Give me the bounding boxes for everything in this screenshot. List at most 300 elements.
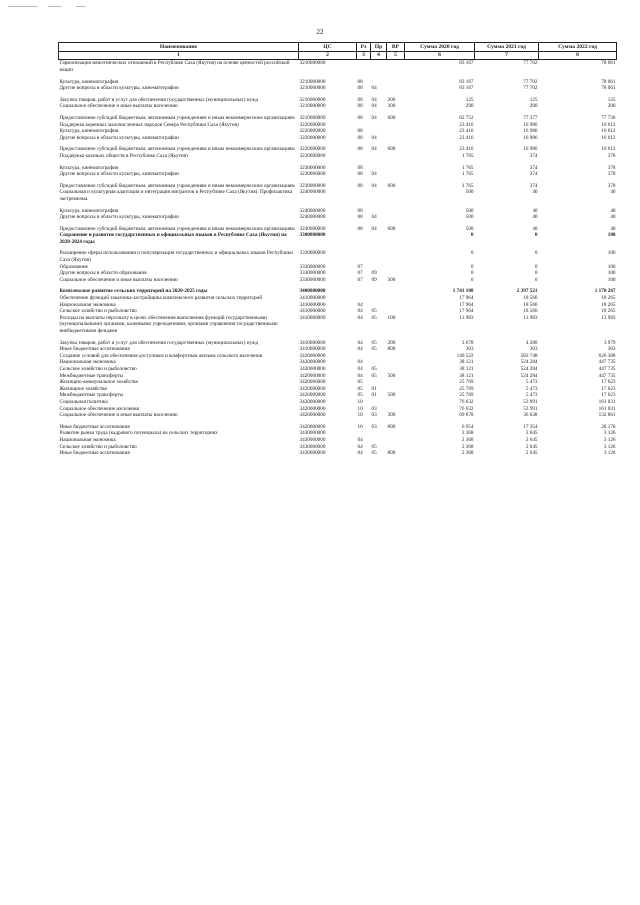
table-row [59,450,617,457]
row-sum-2022: 200 [607,103,616,110]
row-rz: 05 [357,379,363,386]
table-row [59,270,617,277]
row-cs: 3230000000 [299,152,326,159]
row-sum-2022: 447 735 [598,365,616,372]
row-sum-2021: 200 [529,103,538,110]
row-sum-2021: 0 [534,276,538,283]
row-pr [371,264,387,271]
row-rz: 08 [357,128,363,135]
row-name: Социальное обеспечение населения [59,405,139,412]
row-vr [387,122,405,129]
row-pr [371,302,387,309]
row-cs: 3430000000 [299,430,326,437]
row-vr [387,85,405,92]
row-name: Обеспечение функций заказчика-застройщика комплексного развития сельских территорий [59,295,263,302]
row-sum-2020: 76 632 [459,405,474,412]
row-cs: 3240000000 [299,214,326,221]
row-sum-2020: 0 [470,232,474,239]
row-sum-2021: 0 [534,250,538,257]
table-row [59,392,617,399]
row-sum-2021: 125 [529,96,538,103]
row-name: Сохранение и развитие государственных и официальных языков в Республике Саха (Якутия) на 2020-2024 годы [59,232,287,245]
row-sum-2021: 2 645 [525,443,538,450]
row-sum-2022: 378 [607,182,616,189]
row-sum-2021: 40 [532,214,538,221]
row-vr [387,135,405,142]
row-vr: 800 [387,423,396,430]
row-sum-2022: 16 612 [601,121,616,128]
row-pr: 04 [371,103,377,110]
row-sum-2021: 4 280 [525,339,538,346]
row-rz: 07 [357,270,363,277]
row-sum-2022: 626 388 [598,352,616,359]
row-pr [371,437,387,444]
row-name: Иные бюджетные ассигнования [59,423,130,430]
row-rz: 08 [357,146,363,153]
row-cs: 3410000000 [299,339,326,346]
row-cs: 3430000000 [299,450,326,457]
row-vr: 300 [387,103,396,110]
row-sum-2022: 16 612 [601,134,616,141]
table-row [59,214,617,221]
row-sum-2021: 17 354 [523,423,538,430]
row-pr [371,128,387,135]
row-sum-2020: 17 964 [459,295,474,302]
row-sum-2021: 524 284 [520,372,538,379]
row-pr: 04 [371,146,377,153]
row-name: Закупка товаров, работ и услуг для обеспечения государственных (муниципальных) нужд [59,339,259,346]
row-cs: 3210000000 [299,103,326,110]
row-rz: 04 [357,359,363,366]
row-name: Межбюджетные трансферты [59,392,124,399]
row-pr: 05 [371,450,377,457]
row-rz: 05 [357,385,363,392]
row-cs: 3400000000 [299,288,326,295]
row-sum-2021: 0 [534,263,538,270]
row-sum-2020: 0 [470,276,474,283]
row-pr: 05 [371,308,377,315]
row-name: Другие вопросы в области культуры, кинематографии [59,171,179,178]
row-sum-2020: 500 [465,214,474,221]
row-sum-2021: 77 702 [523,85,538,92]
row-pr: 04 [371,214,377,221]
row-sum-2021: 374 [529,171,538,178]
row-name: Жилищно-коммунальное хозяйство [59,379,139,386]
header-sum-2021: Сумма 2021 год [475,43,539,52]
header-pr: Пр [371,43,387,52]
table-body [59,60,617,457]
row-sum-2020: 3 678 [461,339,474,346]
row-sum-2020: 500 [465,189,474,196]
row-vr [387,353,405,360]
row-vr: 600 [387,182,396,189]
row-pr [371,208,387,215]
row-name: Создание условий для обеспечения доступным и комфортным жильем сельского населения [59,352,263,359]
row-sum-2022: 100 [607,263,616,270]
row-cs: 3210000000 [299,85,326,92]
row-sum-2021: 583 748 [520,352,538,359]
column-number: 4 [371,52,387,60]
row-sum-2021: 5 473 [525,379,538,386]
row-vr [387,379,405,386]
row-vr [387,214,405,221]
row-sum-2020: 125 [465,96,474,103]
row-pr [371,60,387,74]
table-row [59,366,617,373]
table-row [59,353,617,360]
row-vr [387,295,405,302]
table-row [59,412,617,419]
row-vr [387,60,405,74]
row-sum-2021: 16 986 [523,128,538,135]
row-cs: 3240000000 [299,225,326,232]
row-sum-2020: 303 [465,346,474,353]
row-vr: 300 [387,412,396,419]
row-cs: 3330000000 [299,250,326,257]
row-sum-2020: 0 [470,270,474,277]
row-pr: 05 [371,339,377,346]
table-row [59,386,617,393]
row-sum-2022: 3 126 [603,436,616,443]
row-vr: 600 [387,225,396,232]
row-vr: 800 [387,346,396,353]
row-sum-2022: 125 [607,96,616,103]
row-sum-2021: 18 566 [523,301,538,308]
row-sum-2022: 161 031 [598,398,616,405]
row-pr: 04 [371,96,377,103]
row-pr [371,430,387,437]
row-cs: 3420000000 [299,398,326,405]
row-sum-2022: 17 623 [601,385,616,392]
row-sum-2022: 78 061 [601,78,616,85]
row-sum-2021: 77 377 [523,114,538,121]
row-sum-2021: 18 566 [523,295,538,302]
row-name: Расходы на выплаты персоналу в целях обеспечения выполнения функций государственными (муниципальными) органами, казенными учреждениями, органами управления государственными внебюджетными фондами [59,314,278,334]
row-name: Социальная политика [59,398,108,405]
row-sum-2022: 18 265 [601,308,616,315]
row-vr [387,165,405,172]
row-name: Другие вопросы в области образования [59,270,147,277]
row-rz: 08 [357,134,363,141]
row-name: Социальное обеспечение и иные выплаты населению [59,103,178,110]
row-sum-2021: 0 [534,270,538,277]
row-sum-2020: 76 632 [459,398,474,405]
header-rz: Рз [357,43,371,52]
row-sum-2020: 1 765 [461,171,474,178]
row-cs: 3410000000 [299,301,326,308]
row-rz: 08 [357,85,363,92]
header-name: Наименование [59,43,299,52]
row-pr [371,153,387,160]
table-row [59,146,617,153]
row-name: Иные бюджетные ассигнования [59,450,130,457]
column-number: 8 [539,52,617,60]
row-pr: 05 [371,443,377,450]
row-sum-2021: 77 702 [523,60,538,67]
row-name: Социальное обеспечение и иные выплаты населению [59,412,178,419]
row-pr: 03 [371,405,377,412]
row-sum-2020: 38 121 [459,359,474,366]
row-rz: 10 [357,405,363,412]
row-cs: 3220000000 [299,121,326,128]
row-sum-2020: 6 954 [461,423,474,430]
row-sum-2022: 447 735 [598,359,616,366]
row-sum-2021: 40 [532,207,538,214]
row-sum-2021: 53 991 [523,398,538,405]
row-pr [371,288,387,295]
row-name: Культура, кинематография [59,164,119,171]
row-rz: 04 [357,436,363,443]
table-row [59,444,617,451]
table-row [59,153,617,160]
row-sum-2022: 78 061 [601,60,616,67]
row-sum-2021: 36 638 [523,412,538,419]
row-name: Национальная экономика [59,301,116,308]
row-rz [357,353,371,360]
row-cs: 3430000000 [299,436,326,443]
row-cs: 3230000000 [299,171,326,178]
column-number: 6 [405,52,475,60]
row-cs: 3420000000 [299,359,326,366]
row-sum-2021: 2 397 521 [516,288,538,295]
table-row [59,295,617,302]
row-cs: 3420000000 [299,372,326,379]
row-cs: 3420000000 [299,423,326,430]
table-header [59,43,617,60]
row-sum-2020: 25 769 [459,392,474,399]
row-name: Предоставление субсидий бюджетным, автономным учреждениям и иным некоммерческим организациям [59,114,295,121]
row-cs: 3210000000 [299,96,326,103]
row-sum-2020: 69 678 [459,412,474,419]
row-cs: 3410000000 [299,295,326,302]
row-vr [387,366,405,373]
row-sum-2021: 2 645 [525,450,538,457]
row-pr [371,295,387,302]
row-cs: 3410000000 [299,346,326,353]
row-sum-2021: 374 [529,152,538,159]
row-name: Предоставление субсидий бюджетным, автономным учреждениям и иным некоммерческим организациям [59,225,295,232]
row-pr: 09 [371,270,377,277]
row-cs: 3210000000 [299,78,326,85]
row-pr [371,399,387,406]
row-sum-2020: 17 964 [459,301,474,308]
row-sum-2022: 40 [610,214,616,221]
row-name: Социальная и культурная адаптация и интеграция мигрантов в Республике Саха (Якутия). Профилактика экстремизма. [59,189,293,202]
row-sum-2020: 38 121 [459,365,474,372]
row-rz: 08 [357,103,363,110]
row-rz: 08 [357,214,363,221]
row-cs: 3420000000 [299,405,326,412]
row-pr [371,379,387,386]
row-vr [387,399,405,406]
row-rz [357,250,371,263]
budget-table [58,42,617,457]
row-rz [357,122,371,129]
row-vr: 300 [387,276,396,283]
row-vr: 800 [387,450,396,457]
row-pr: 01 [371,385,377,392]
row-pr: 04 [371,134,377,141]
table-row [59,171,617,178]
row-name: Закупка товаров, работ и услуг для обеспечения государственных (муниципальных) нужд [59,96,259,103]
row-sum-2020: 290 [465,103,474,110]
row-pr: 05 [371,314,377,321]
row-pr: 09 [371,276,377,283]
table-row [59,399,617,406]
row-name: Поддержка казачьих обществ в Республике Саха (Якутия) [59,152,188,159]
row-rz [357,153,371,160]
row-sum-2022: 13 983 [601,314,616,321]
row-rz: 04 [357,308,363,315]
row-vr: 200 [387,339,396,346]
row-sum-2022: 303 [607,346,616,353]
row-sum-2020: 2 368 [461,436,474,443]
row-sum-2020: 0 [470,263,474,270]
row-rz: 08 [357,114,363,121]
row-rz: 04 [357,314,363,321]
row-cs: 3330000000 [299,270,326,277]
header-sum-2022: Сумма 2022 год [539,43,617,52]
row-sum-2020: 83 167 [459,60,474,67]
row-sum-2020: 25 769 [459,379,474,386]
row-rz [357,288,371,295]
row-sum-2022: 77 736 [601,114,616,121]
row-sum-2022: 28 170 [601,423,616,430]
row-cs: 3220000000 [299,134,326,141]
table-row [59,346,617,353]
row-name: Сельское хозяйство и рыболовство [59,308,137,315]
column-number: 7 [475,52,539,60]
row-cs: 3330000000 [299,263,326,270]
row-sum-2021: 524 284 [520,365,538,372]
row-vr: 500 [387,372,396,379]
row-vr [387,359,405,366]
row-pr [371,250,387,263]
row-sum-2020: 0 [470,250,474,257]
row-cs: 3220000000 [299,128,326,135]
row-pr: 05 [371,372,377,379]
row-sum-2020: 13 983 [459,314,474,321]
row-rz: 07 [357,276,363,283]
row-rz: 07 [357,263,363,270]
row-pr [371,232,387,245]
row-sum-2021: 13 983 [523,314,538,321]
row-sum-2020: 25 769 [459,385,474,392]
row-cs: 3410000000 [299,314,326,321]
row-pr: 03 [371,412,377,419]
row-sum-2021: 5 473 [525,392,538,399]
row-name: Другие вопросы в области культуры, кинематографии [59,134,179,141]
row-rz [357,189,371,202]
row-vr [387,406,405,413]
row-name: Другие вопросы в области культуры, кинематографии [59,214,179,221]
row-sum-2021: 5 473 [525,385,538,392]
table-row [59,189,617,202]
row-rz: 04 [357,450,363,457]
row-sum-2021: 16 986 [523,134,538,141]
row-pr [371,353,387,360]
row-sum-2022: 40 [610,225,616,232]
table-row [59,379,617,386]
row-name: Жилищное хозяйство [59,385,108,392]
table-row [59,308,617,315]
row-sum-2020: 2 368 [461,430,474,437]
row-rz: 08 [357,182,363,189]
row-cs: 3300000000 [299,232,326,239]
row-pr: 01 [371,392,377,399]
table-row [59,135,617,142]
row-pr: 05 [371,346,377,353]
row-vr: 500 [387,392,396,399]
column-number-row [59,52,617,60]
row-name: Культура, кинематография [59,128,119,135]
row-pr: 04 [371,114,377,121]
row-pr: 04 [371,85,377,92]
row-sum-2021: 40 [532,189,538,196]
row-cs: 3230000000 [299,182,326,189]
row-sum-2021: 18 566 [523,308,538,315]
row-sum-2020: 23 416 [459,121,474,128]
row-sum-2020: 1 741 188 [452,288,474,295]
column-number: 5 [387,52,405,60]
row-name: Другие вопросы в области культуры, кинематографии [59,85,179,92]
row-sum-2022: 17 623 [601,379,616,386]
row-rz: 08 [357,171,363,178]
table-row [59,250,617,263]
row-sum-2020: 23 416 [459,146,474,153]
row-sum-2022: 18 265 [601,295,616,302]
row-sum-2020: 1 765 [461,182,474,189]
row-sum-2020: 17 964 [459,308,474,315]
row-sum-2020: 83 167 [459,78,474,85]
row-sum-2021: 374 [529,182,538,189]
row-sum-2021: 2 645 [525,436,538,443]
row-vr [387,444,405,451]
row-cs: 3240000000 [299,207,326,214]
row-name: Комплексное развитие сельских территорий на 2020-2025 годы [59,288,208,295]
row-sum-2022: 100 [607,232,616,239]
row-rz: 04 [357,301,363,308]
row-name: Социальное обеспечение и иные выплаты населению [59,276,178,283]
column-number: 2 [299,52,357,60]
row-name: Культура, кинематография [59,78,119,85]
row-sum-2020: 82 752 [459,114,474,121]
row-sum-2022: 17 623 [601,392,616,399]
row-pr: 04 [371,225,377,232]
row-sum-2020: 2 368 [461,450,474,457]
row-vr [387,232,405,245]
row-name: Культура, кинематография [59,207,119,214]
row-vr [387,264,405,271]
row-sum-2021: 77 702 [523,78,538,85]
row-rz: 04 [357,443,363,450]
row-sum-2022: 40 [610,207,616,214]
row-vr [387,250,405,263]
row-sum-2020: 1 765 [461,152,474,159]
row-vr [387,437,405,444]
row-sum-2022: 18 265 [601,301,616,308]
row-sum-2021: 53 991 [523,405,538,412]
row-sum-2022: 100 [607,250,616,257]
row-name: Образование [59,263,88,270]
table-row [59,128,617,135]
table-row [59,232,617,245]
row-rz: 10 [357,423,363,430]
row-name: Иные бюджетные ассигнования [59,346,130,353]
row-sum-2020: 500 [465,225,474,232]
row-sum-2022: 132 861 [598,412,616,419]
row-vr [387,430,405,437]
